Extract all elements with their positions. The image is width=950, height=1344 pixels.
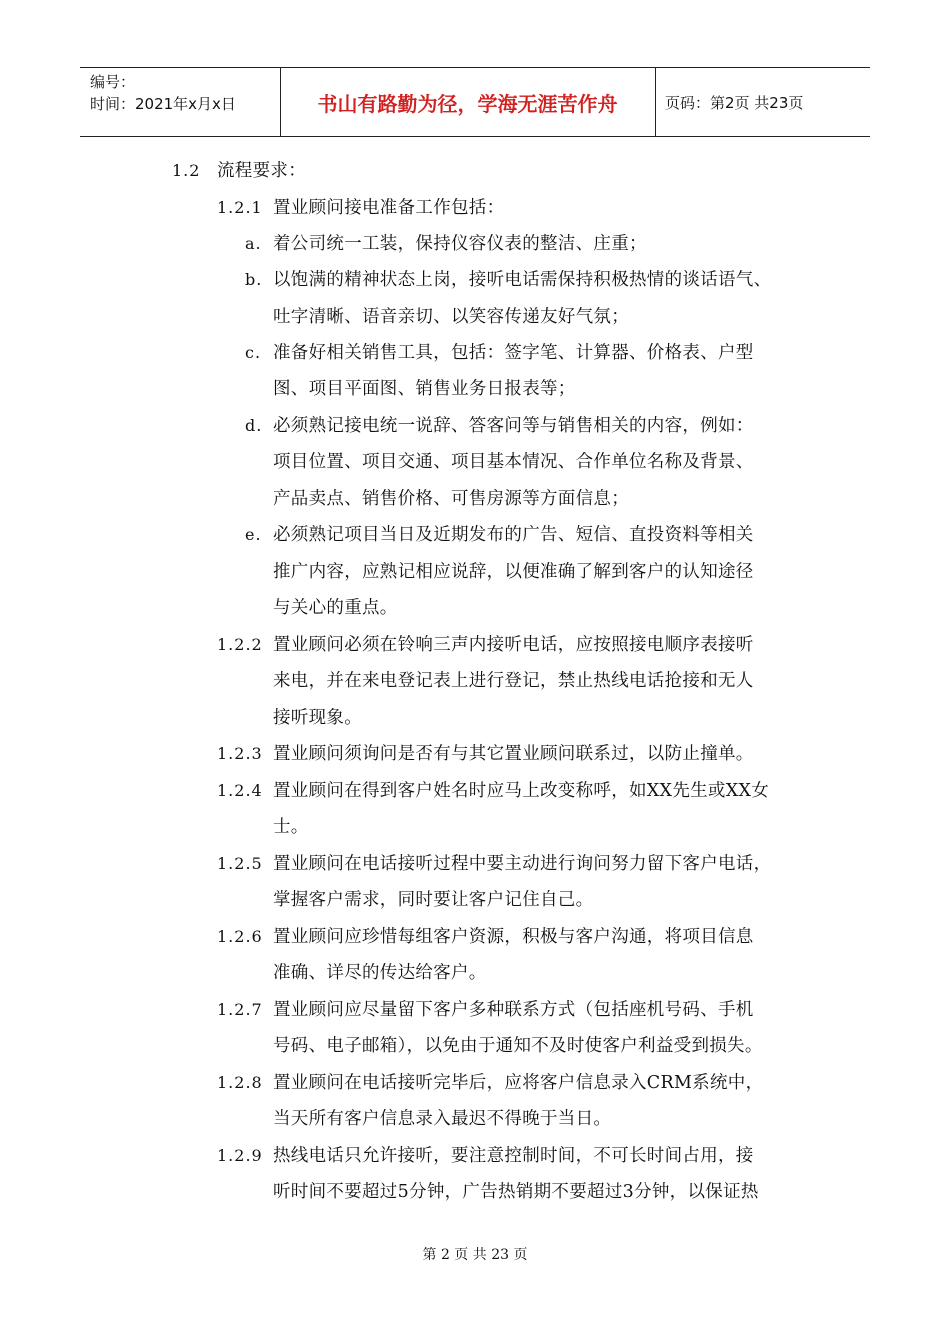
doc-date-label: 时间：2021年x月x日 xyxy=(90,95,236,113)
doc-number-label: 编号： xyxy=(90,73,136,91)
item-number: c. xyxy=(245,343,262,362)
item-text: 准备好相关销售工具，包括：签字笔、计算器、价格表、户型 xyxy=(273,343,754,363)
item-text: 掌握客户需求，同时要让客户记住自己。 xyxy=(273,890,594,910)
item-text: 以饱满的精神状态上岗，接听电话需保持积极热情的谈话语气、 xyxy=(273,270,772,290)
item-number: 1.2.1 xyxy=(217,198,263,217)
item-number: 1.2.4 xyxy=(217,781,263,800)
item-text: 置业顾问须询问是否有与其它置业顾问联系过，以防止撞单。 xyxy=(273,744,754,764)
item-number: e. xyxy=(245,525,262,544)
item-text: 接听现象。 xyxy=(273,708,362,728)
item-number: a. xyxy=(245,234,262,253)
item-text: 置业顾问在得到客户姓名时应马上改变称呼，如XX先生或XX女 xyxy=(273,781,770,801)
item-number: d. xyxy=(245,416,263,435)
item-text: 来电，并在来电登记表上进行登记，禁止热线电话抢接和无人 xyxy=(273,671,754,691)
item-text: 士。 xyxy=(273,817,309,837)
item-number: 1.2.5 xyxy=(217,854,263,873)
section-number: 1.2 xyxy=(172,161,201,180)
item-number: 1.2.2 xyxy=(217,635,263,654)
item-number: 1.2.3 xyxy=(217,744,263,763)
item-number: b. xyxy=(245,270,263,289)
header-page-info: 页码：第2页 共23页 xyxy=(665,93,804,112)
item-text: 当天所有客户信息录入最迟不得晚于当日。 xyxy=(273,1109,612,1129)
header-motto: 书山有路勤为径，学海无涯苦作舟 xyxy=(317,91,618,116)
item-number: 1.2.9 xyxy=(217,1146,263,1165)
item-number: 1.2.8 xyxy=(217,1073,263,1092)
item-text: 置业顾问应珍惜每组客户资源，积极与客户沟通，将项目信息 xyxy=(273,927,754,947)
item-text: 置业顾问在电话接听过程中要主动进行询问努力留下客户电话， xyxy=(273,854,772,874)
item-text: 推广内容，应熟记相应说辞，以便准确了解到客户的认知途径 xyxy=(273,562,754,582)
item-text: 项目位置、项目交通、项目基本情况、合作单位名称及背景、 xyxy=(273,452,754,472)
item-text: 置业顾问接电准备工作包括： xyxy=(273,198,505,218)
page-header xyxy=(80,67,870,137)
item-text: 图、项目平面图、销售业务日报表等； xyxy=(273,379,576,399)
item-text: 产品卖点、销售价格、可售房源等方面信息； xyxy=(273,489,629,509)
item-text: 吐字清晰、语音亲切、以笑容传递友好气氛； xyxy=(273,307,629,327)
section-title: 流程要求： xyxy=(217,161,306,181)
item-text: 置业顾问在电话接听完毕后，应将客户信息录入CRM系统中， xyxy=(273,1073,764,1093)
item-text: 置业顾问应尽量留下客户多种联系方式（包括座机号码、手机 xyxy=(273,1000,754,1020)
item-text: 热线电话只允许接听，要注意控制时间，不可长时间占用，接 xyxy=(273,1146,754,1166)
item-number: 1.2.6 xyxy=(217,927,263,946)
item-text: 准确、详尽的传达给客户。 xyxy=(273,963,487,983)
item-text: 必须熟记接电统一说辞、答客问等与销售相关的内容，例如： xyxy=(273,416,754,436)
item-text: 号码、电子邮箱），以免由于通知不及时使客户利益受到损失。 xyxy=(273,1036,763,1056)
page-footer: 第 2 页 共 23 页 xyxy=(422,1247,528,1263)
item-text: 必须熟记项目当日及近期发布的广告、短信、直投资料等相关 xyxy=(273,525,754,545)
item-text: 听时间不要超过5分钟，广告热销期不要超过3分钟，以保证热 xyxy=(273,1182,759,1202)
item-text: 与关心的重点。 xyxy=(273,598,398,618)
item-number: 1.2.7 xyxy=(217,1000,263,1019)
header-meta xyxy=(90,71,236,115)
item-text: 置业顾问必须在铃响三声内接听电话，应按照接电顺序表接听 xyxy=(273,635,754,655)
item-text: 着公司统一工装，保持仪容仪表的整洁、庄重； xyxy=(273,234,647,254)
